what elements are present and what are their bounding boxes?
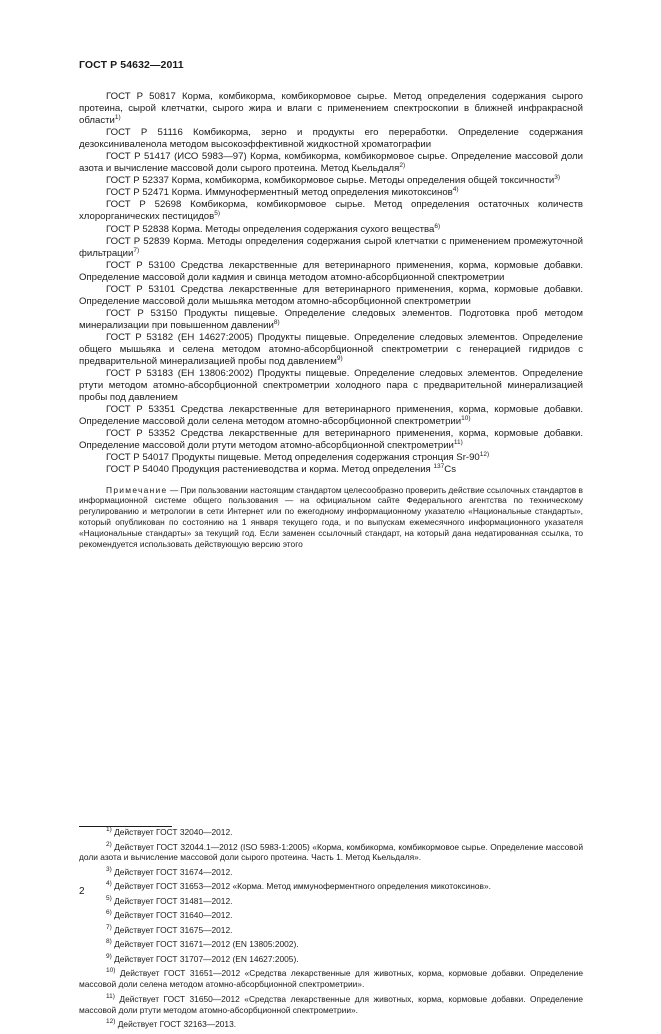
footnote-marker: 10)	[106, 967, 116, 975]
reference-item: ГОСТ Р 53351 Средства лекарственные для ветеринарного применения, корма, кормовые добавки. Определение массовой доли селена методом атомно-абсорбционной спектрометрии$^{10)}$	[79, 404, 583, 428]
footnote: $^{11)}$ Действует ГОСТ 31650—2012 «Средства лекарственные для животных, корма, кормовые добавки. Определение массовой доли ртути методом атомно-абсорбционной спектрометрии».	[79, 992, 583, 1015]
footnote-marker: 9)	[106, 952, 112, 960]
footnote-marker: 8)	[106, 938, 112, 946]
footnote-marker: 11)	[106, 992, 115, 1000]
reference-item: ГОСТ Р 52839 Корма. Методы определения содержания сырой клетчатки с применением промежуточной фильтрации$^{7)}$	[79, 235, 583, 259]
footnote-marker: 3)	[106, 865, 112, 873]
footnote-ref[interactable]: 9)	[336, 355, 343, 363]
reference-item: ГОСТ Р 52838 Корма. Методы определения содержания сухого вещества$^{6)}$	[106, 222, 441, 235]
footnote: $^{3)}$ Действует ГОСТ 31674—2012.	[106, 865, 233, 877]
footnote: $^{4)}$ Действует ГОСТ 31653—2012 «Корма. Метод иммуноферментного определения микотоксинов».	[106, 880, 491, 892]
footnote-marker: 1)	[106, 826, 112, 833]
reference-item: ГОСТ Р 53352 Средства лекарственные для ветеринарного применения, корма, кормовые добавки. Определение массовой доли ртути методом атомно-абсорбционной спектрометрии$^{11)}$	[79, 428, 583, 452]
footnote-marker: 6)	[106, 909, 112, 917]
isotope-mass-number: 137	[433, 463, 445, 471]
reference-item: ГОСТ Р 53183 (ЕН 13806:2002) Продукты пищевые. Определение следовых элементов. Определение ртути методом атомно-абсорбционной спектрометрии холодного пара с предварительной минерализацией пробы под давлением	[79, 368, 583, 404]
reference-item: ГОСТ Р 52698 Комбикорма, комбикормовое сырье. Метод определения остаточных количеств хлорорганических пестицидов$^{5)}$	[79, 199, 583, 223]
note-text: — При пользовании настоящим стандартом целесообразно проверить действие ссылочных стандартов в информационной системе общего пользования — на официальном сайте Федерального агентства по техническому регулированию и метрологии в сети Интернет или по ежегодному информационному указателю «Национальные стандарты», который опубликован по состоянию на 1 января текущего года, и по выпускам ежемесячного информационного указателя «Национальные стандарты» за текущий год. Если заменен ссылочный стандарт, на который дана недатированная ссылка, то рекомендуется использовать действующую версию этого	[79, 484, 583, 550]
document-body	[79, 91, 583, 550]
footnote-ref[interactable]: 12)	[479, 451, 490, 459]
footnote-ref[interactable]: 2)	[399, 162, 406, 170]
reference-item: ГОСТ Р 53100 Средства лекарственные для ветеринарного применения, корма, кормовые добавки. Определение массовой доли кадмия и свинца методом атомно-абсорбционной спектрометрии	[79, 259, 583, 283]
footnote-marker: 12)	[106, 1018, 116, 1026]
footnote-ref[interactable]: 6)	[434, 222, 441, 230]
footnote: $^{8)}$ Действует ГОСТ 31671—2012 (EN 13805:2002).	[106, 938, 299, 950]
reference-item: ГОСТ Р 54017 Продукты пищевые. Метод определения содержания стронция Sr-90$^{12)}$	[106, 451, 490, 464]
reference-item: ГОСТ Р 53101 Средства лекарственные для ветеринарного применения, корма, кормовые добавки. Определение массовой доли мышьяка методом атомно-абсорбционной спектрометрии	[79, 283, 583, 307]
reference-item: ГОСТ Р 54040 Продукция растениеводства и корма. Метод определения $^{137}$Cs	[106, 463, 457, 476]
footnote: $^{9)}$ Действует ГОСТ 31707—2012 (EN 14627:2005).	[106, 952, 299, 964]
footnote: $^{1)}$ Действует ГОСТ 32040—2012.	[106, 826, 233, 837]
footnotes	[79, 827, 583, 1034]
footnote-marker: 5)	[106, 894, 112, 902]
footnote-ref[interactable]: 5)	[214, 210, 221, 218]
reference-item: ГОСТ Р 52337 Корма, комбикорма, комбикормовое сырье. Методы определения общей токсичности$^{3)}$	[106, 174, 561, 187]
page-header: ГОСТ Р 54632—2011	[79, 59, 184, 71]
footnote: $^{5)}$ Действует ГОСТ 31481—2012.	[106, 894, 233, 906]
reference-item: ГОСТ Р 53150 Продукты пищевые. Определение следовых элементов. Подготовка проб методом минерализации при повышенном давлении$^{8)}$	[79, 307, 583, 331]
footnote-marker: 4)	[106, 880, 112, 888]
footnote: $^{7)}$ Действует ГОСТ 31675—2012.	[106, 923, 233, 935]
page-number: 2	[79, 886, 85, 897]
footnote-ref[interactable]: 8)	[273, 318, 280, 326]
reference-item: ГОСТ Р 51116 Комбикорма, зерно и продукты его переработки. Определение содержания дезоксиниваленола методом высокоэффективной жидкостной хроматографии	[79, 127, 583, 151]
reference-item: ГОСТ Р 51417 (ИСО 5983—97) Корма, комбикорма, комбикормовое сырье. Определение массовой доли азота и вычисление массовой доли сырого протеина. Метод Кьельдаля$^{2)}$	[79, 151, 583, 175]
footnote-ref[interactable]: 4)	[452, 186, 459, 194]
note-label: Примечание	[106, 484, 168, 495]
footnote: $^{10)}$ Действует ГОСТ 31651—2012 «Средства лекарственные для животных, корма, кормовые добавки. Определение массовой доли селена методом атомно-абсорбционной спектрометрии».	[79, 967, 583, 990]
footnote: $^{6)}$ Действует ГОСТ 31640—2012.	[106, 909, 233, 921]
reference-item: ГОСТ Р 52471 Корма. Иммуноферментный метод определения микотоксинов$^{4)}$	[106, 186, 459, 199]
footnote: $^{12)}$ Действует ГОСТ 32163—2013.	[106, 1018, 237, 1030]
footnote-ref[interactable]: 10)	[461, 415, 471, 423]
footnote-marker: 2)	[106, 840, 112, 848]
reference-item: ГОСТ Р 50817 Корма, комбикорма, комбикормовое сырье. Метод определения содержания сырого протеина, сырой клетчатки, сырого жира и влаги с применением спектроскопии в ближней инфракрасной области$^{1)}$	[79, 91, 583, 127]
note-paragraph	[79, 485, 583, 550]
footnote-ref[interactable]: 1)	[114, 114, 121, 122]
reference-item: ГОСТ Р 53182 (ЕН 14627:2005) Продукты пищевые. Определение следовых элементов. Определение общего мышьяка и селена методом атомно-абсорбционной спектрометрии с генерацией гидридов с предварительной минерализацией пробы под давлением$^{9)}$	[79, 331, 583, 368]
footnote-marker: 7)	[106, 923, 112, 931]
footnote-ref[interactable]: 3)	[554, 174, 561, 182]
footnote-ref[interactable]: 7)	[133, 246, 140, 254]
footnote-ref[interactable]: 11)	[453, 439, 463, 447]
footnote: $^{2)}$ Действует ГОСТ 32044.1—2012 (ISO 5983-1:2005) «Корма, комбикорма, комбикормовое сырье. Определение массовой доли азота и вычисление массовой доли сырого протеина. Часть 1. Метод Кьельдаля».	[79, 840, 583, 863]
